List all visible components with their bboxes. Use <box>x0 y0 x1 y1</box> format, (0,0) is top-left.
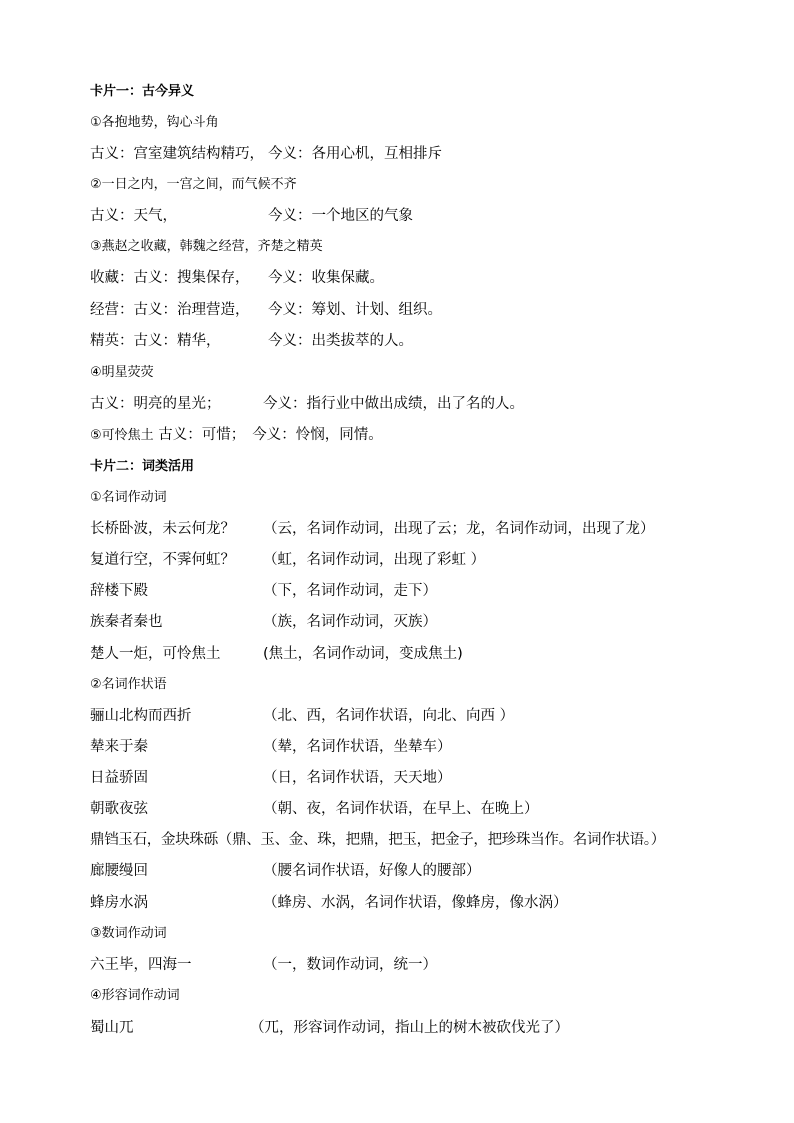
example-row <box>90 862 481 880</box>
modern-meaning: 今义：筹划、计划、组织。 <box>268 302 442 318</box>
example-long-row: 鼎铛玉石，金块珠砾（鼎、玉、金、珠，把鼎，把玉，把金子，把珍珠当作。名词作状语。） <box>90 832 665 848</box>
ancient-meaning: 精英：古义：精华， <box>90 333 221 349</box>
card1-item3-row <box>90 301 442 319</box>
example-note: （朝、夜，名词作状语，在早上、在晚上） <box>263 801 539 817</box>
example-text: 廊腰缦回 <box>90 863 148 879</box>
example-note: （日，名词作状语，天天地） <box>263 770 452 786</box>
card2-group3-heading: ③数词作动词 <box>90 926 167 941</box>
card1-item3-source: ③燕赵之收藏，韩魏之经营，齐楚之精英 <box>90 239 323 254</box>
example-note: （虹，名词作动词，出现了彩虹 ） <box>263 552 486 568</box>
card2-group4-heading: ④形容词作动词 <box>90 988 180 1003</box>
example-text: 族秦者秦也 <box>90 614 163 630</box>
example-row <box>90 894 568 912</box>
example-note: （一，数词作动词，统一） <box>263 957 437 973</box>
example-note: （蜂房、水涡，名词作状语，像蜂房，像水涡） <box>263 895 568 911</box>
card2-group1-heading: ①名词作动词 <box>90 490 167 505</box>
ancient-meaning: 古义：明亮的星光； <box>90 396 221 412</box>
card1-item5-source: ⑤可怜焦土 <box>90 428 154 443</box>
example-text: 长桥卧波，未云何龙？ <box>90 521 235 537</box>
ancient-meaning: 经营：古义：治理营造， <box>90 302 250 318</box>
card1-item4-source: ④明星荧荧 <box>90 365 154 380</box>
card1-item5-row <box>90 426 383 445</box>
example-row <box>90 707 514 725</box>
card1-item3-row <box>90 332 413 350</box>
example-note: （下，名词作动词，走下） <box>263 583 437 599</box>
example-text: 辇来于秦 <box>90 739 148 755</box>
example-row <box>90 582 437 600</box>
modern-meaning: 今义：一个地区的气象 <box>268 208 413 224</box>
example-text: 日益骄固 <box>90 770 148 786</box>
card1-item4-row <box>90 395 524 413</box>
example-note: （族，名词作动词，灭族） <box>263 614 437 630</box>
card1-item1-source: ①各抱地势，钩心斗角 <box>90 115 219 130</box>
card1-item2-row <box>90 207 413 225</box>
example-note: (焦土，名词作动词，变成焦土) <box>263 646 463 662</box>
example-text: 楚人一炬，可怜焦土 <box>90 646 221 662</box>
example-note: （北、西，名词作状语，向北、向西 ） <box>263 708 515 724</box>
example-note: （腰名词作状语，好像人的腰部） <box>263 863 481 879</box>
example-row <box>90 738 452 756</box>
example-row <box>90 1019 569 1037</box>
card1-title: 卡片一：古今异义 <box>90 84 195 99</box>
example-text: 蜂房水涡 <box>90 895 148 911</box>
example-row <box>90 769 452 787</box>
ancient-meaning: 古义：天气， <box>90 208 177 224</box>
example-row <box>90 956 437 974</box>
modern-meaning: 今义：出类拔萃的人。 <box>268 333 413 349</box>
example-note: （辇，名词作状语，坐辇车） <box>263 739 452 755</box>
example-text: 辞楼下殿 <box>90 583 148 599</box>
card2-title: 卡片二：词类活用 <box>90 459 195 474</box>
modern-meaning: 今义：收集保藏。 <box>268 270 384 286</box>
card1-item3-row <box>90 269 384 287</box>
example-text: 复道行空，不霁何虹？ <box>90 552 235 568</box>
example-text: 六王毕，四海一 <box>90 957 192 973</box>
ancient-meaning: 古义：宫室建筑结构精巧， <box>90 146 264 162</box>
example-note: （兀，形容词作动词，指山上的树木被砍伐光了） <box>250 1020 569 1036</box>
example-text: 蜀山兀 <box>90 1020 134 1036</box>
example-row <box>90 800 539 818</box>
modern-meaning: 今义：指行业中做出成绩，出了名的人。 <box>263 396 524 412</box>
card1-item1-row <box>90 145 442 163</box>
modern-meaning: 今义：怜悯，同情。 <box>252 427 383 443</box>
card1-item2-source: ②一日之内，一宫之间，而气候不齐 <box>90 177 297 192</box>
example-row <box>90 551 485 569</box>
example-row <box>90 520 655 538</box>
example-row <box>90 645 463 663</box>
modern-meaning: 今义：各用心机，互相排斥 <box>268 146 442 162</box>
example-note: （云，名词作动词，出现了云；龙，名词作动词，出现了龙） <box>263 521 655 537</box>
ancient-meaning: 收藏：古义：搜集保存， <box>90 270 250 286</box>
example-text: 骊山北构而西折 <box>90 708 192 724</box>
example-text: 朝歌夜弦 <box>90 801 148 817</box>
ancient-meaning: 古义：可惜； <box>158 427 246 443</box>
example-row <box>90 613 437 631</box>
card2-group2-heading: ②名词作状语 <box>90 677 167 692</box>
